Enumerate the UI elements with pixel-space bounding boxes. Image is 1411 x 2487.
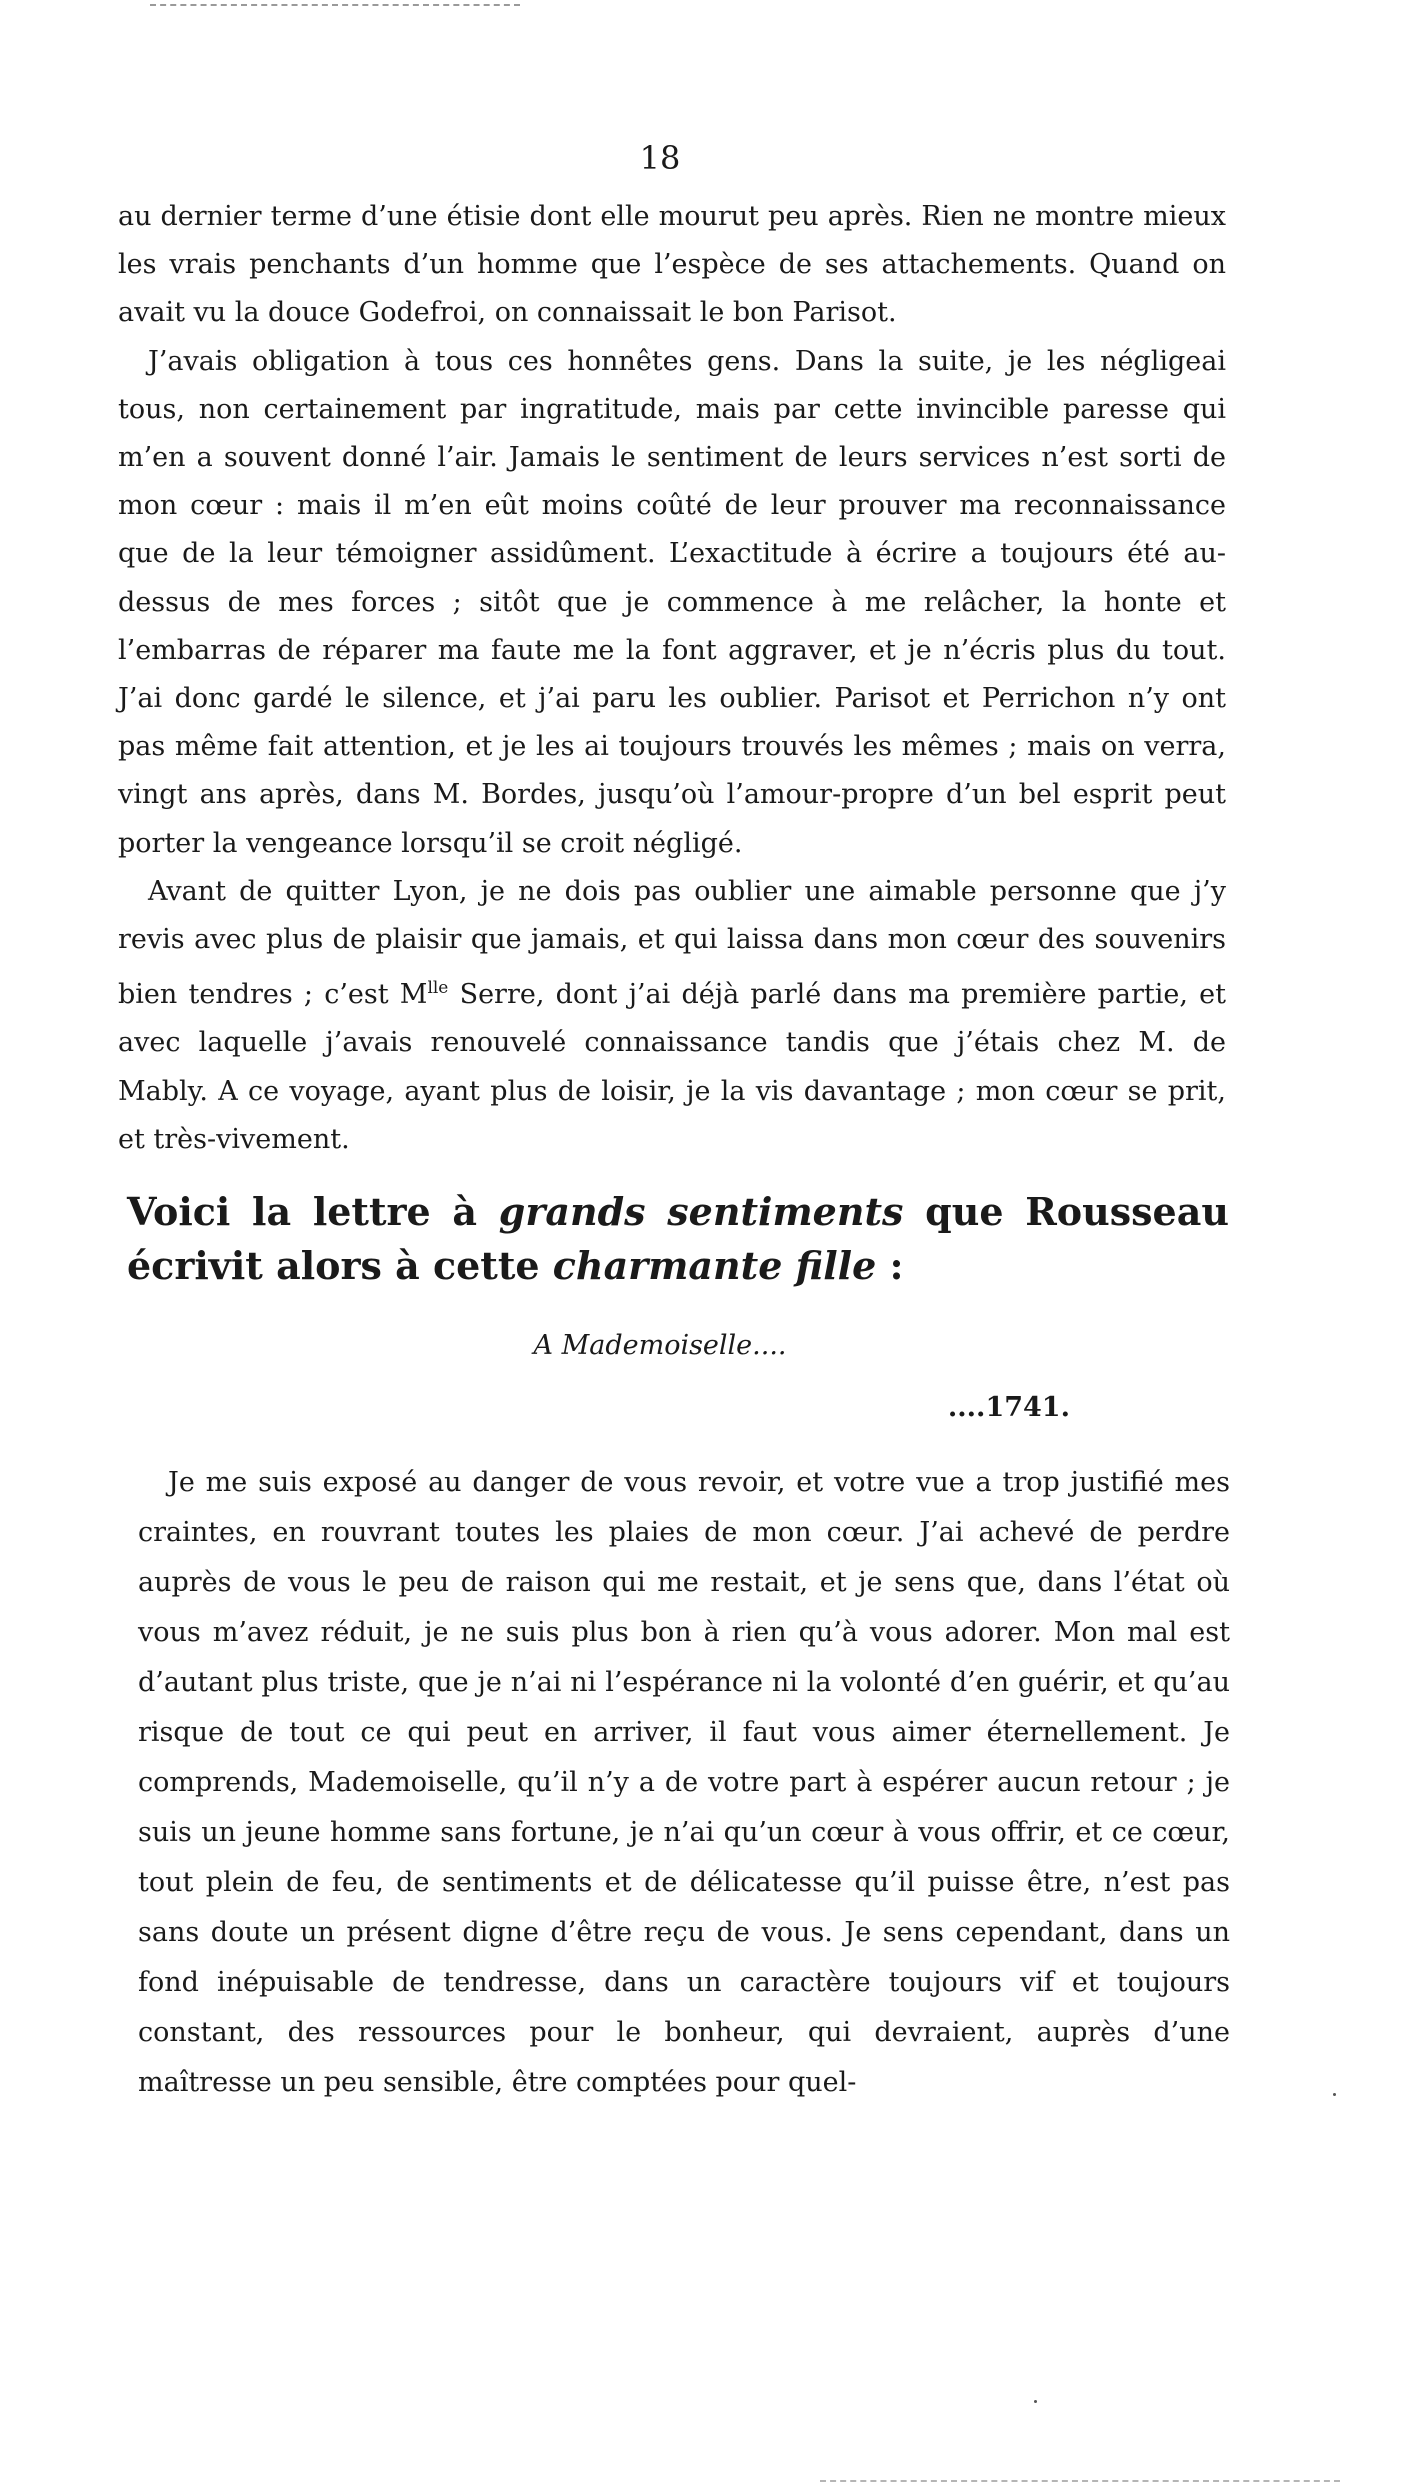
scan-speck <box>1333 2093 1336 2096</box>
paragraph-serre-start: Avant de quitter Lyon, je ne dois pas oublier une aimable personne que j’y revis avec plus de plaisir que jamais, et qui laissa dans mon cœur des souvenirs bien tendres ; c’est M <box>118 875 1226 1011</box>
bottom-scan-rule <box>820 2480 1340 2482</box>
paragraph-serre-end: Serre, dont j’ai déjà parlé dans ma première partie, et avec laquelle j’avais renouvelé connaissance tandis que j’étais chez M. de Mably. A ce voyage, ayant plus de loisir, je la vis davantage ; mon cœur se prit, et très-vivement. <box>118 979 1226 1155</box>
paragraph-obligation: J’avais obligation à tous ces honnêtes gens. Dans la suite, je les négligeai tous, non certainement par ingratitude, mais par cette invincible paresse qui m’en a souvent donné l’air. Jamais le sentiment de leurs services n’est sorti de mon cœur : mais il m’en eût moins coûté de leur prouver ma reconnaissance que de la leur témoigner assidûment. L’exactitude à écrire a toujours été au-dessus de mes forces ; sitôt que je commence à me relâcher, la honte et l’embarras de réparer ma faute me la font aggraver, et je n’écris plus du tout. J’ai donc gardé le silence, et j’ai paru les oublier. Parisot et Perrichon n’y ont pas même fait attention, et je les ai toujours trouvés les mêmes ; mais on verra, vingt ans après, dans M. Bordes, jusqu’où l’amour-propre d’un bel esprit peut porter la vengeance lorsqu’il se croit négligé. <box>118 345 1226 859</box>
letter-body: Je me suis exposé au danger de vous revoir, et votre vue a trop justifié mes craintes, en rouvrant toutes les plaies de mon cœur. J’ai achevé de perdre auprès de vous le peu de raison qui me restait, et je sens que, dans l’état où vous m’avez réduit, je ne suis plus bon à rien qu’à vous adorer. Mon mal est d’autant plus triste, que je n’ai ni l’espérance ni la volonté d’en guérir, et qu’au risque de tout ce qui peut en arriver, il faut vous aimer éternellement. Je comprends, Mademoiselle, qu’il n’y a de votre part à espérer aucun retour ; je suis un jeune homme sans fortune, je n’ai qu’un cœur à vous offrir, et ce cœur, tout plein de feu, de sentiments et de délicatesse qu’il puisse être, n’est pas sans doute un présent digne d’être reçu de vous. Je sens cependant, dans un fond inépuisable de tendresse, dans un caractère toujours vif et toujours constant, des ressources pour le bonheur, qui devraient, auprès d’une maîtresse un peu sensible, être comptées pour quel- <box>138 1467 1230 2098</box>
paragraph-parisot: au dernier terme d’une étisie dont elle mourut peu après. Rien ne montre mieux les vrais penchants d’un homme que l’espèce de ses attachements. Quand on avait vu la douce Godefroi, on connaissait le bon Parisot. <box>118 201 1226 329</box>
top-scan-rule <box>150 4 520 6</box>
heading-emphasis-2: charmante fille <box>552 1243 877 1288</box>
letter-date: ....1741. <box>947 1392 1070 1423</box>
heading-emphasis-1: grands sentiments <box>498 1189 904 1234</box>
memoir-text-block <box>118 193 1226 1164</box>
page-number: 18 <box>639 139 681 177</box>
letter-text-block <box>138 1458 1230 2108</box>
heading-part-1: Voici la lettre à <box>127 1189 499 1234</box>
paragraph-serre <box>118 868 1226 1164</box>
letter-salutation: A Mademoiselle.... <box>533 1330 787 1361</box>
paragraph-serre-superscript: lle <box>427 978 449 999</box>
scan-speck <box>1034 2400 1037 2403</box>
heading-part-2: que Rousseau écrivit alors à cette <box>127 1189 1229 1288</box>
section-heading <box>127 1185 1229 1293</box>
heading-part-3: : <box>876 1243 904 1288</box>
